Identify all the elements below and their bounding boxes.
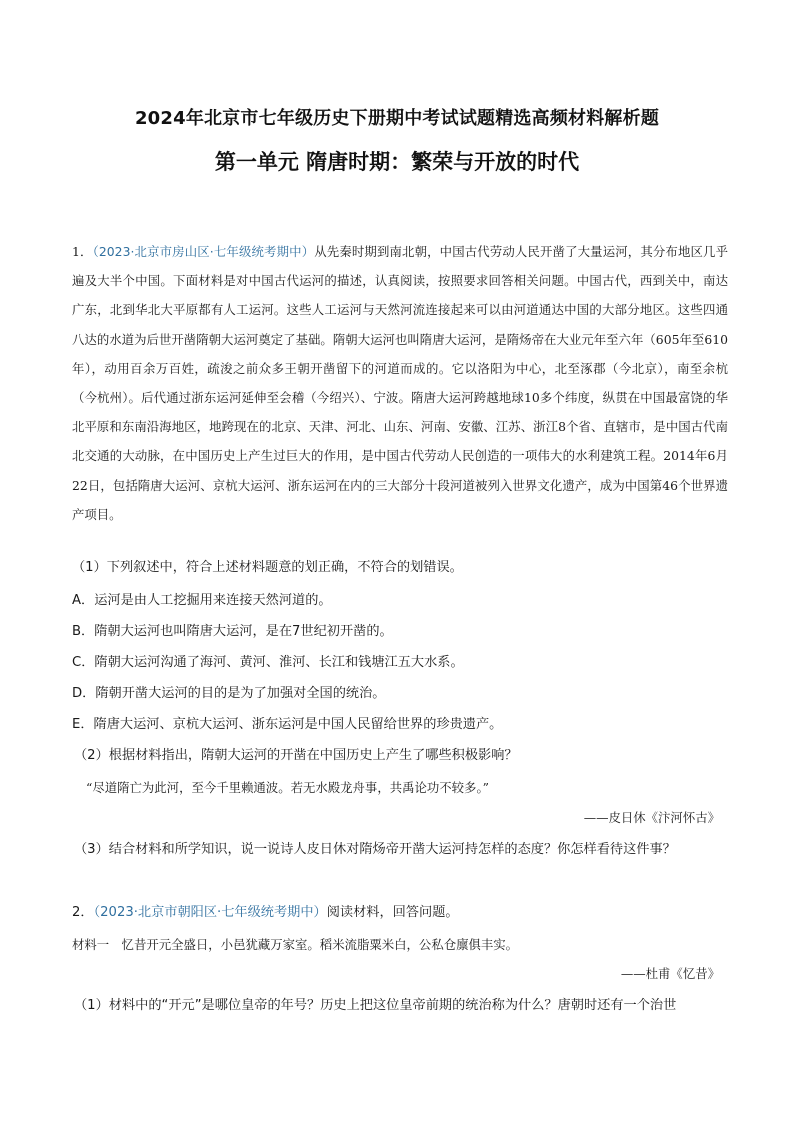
question-2-header <box>72 903 732 923</box>
option-c: C．隋朝大运河沟通了海河、黄河、淮河、长江和钱塘江五大水系。 <box>72 655 464 670</box>
material-text: 从先秦时期到南北朝，中国古代劳动人民开凿了大量运河，其分布地区几乎遍及大半个中国。下面材料是对中国古代运河的描述，认真阅读，按照要求回答相关问题。中国古代，西到关中，南达广东，北到华北大平原都有人工运河。这些人工运河与天然河流连接起来可以由河道通达中国的大部分地区。这些四通八达的水道为后世开凿隋朝大运河奠定了基础。隋朝大运河也叫隋唐大运河，是隋炀帝在大业元年至六年（605年至610年），动用百余万百姓，疏浚之前众多王朝开凿留下的河道而成的。它以洛阳为中心，北至涿郡（今北京），南至余杭（今杭州）。后代通过浙东运河延伸至会稽（今绍兴）、宁波。隋唐大运河跨越地球10多个纬度，纵贯在中国最富饶的华北平原和东南沿海地区，地跨现在的北京、天津、河北、山东、河南、安徽、江苏、浙江8个省、直辖市，是中国古代南北交通的大动脉，在中国历史上产生过巨大的作用，是中国古代劳动人民创造的一项伟大的水利建筑工程。2014年6月22日，包括隋唐大运河、京杭大运河、浙东运河在内的三大部分十段河道被列入世界文化遗产，成为中国第46个世界遗产项目。 <box>72 244 728 522</box>
unit-title: 第一单元 隋唐时期：繁荣与开放的时代 <box>214 150 580 174</box>
material-one: 材料一 忆昔开元全盛日，小邑犹藏万家室。稻米流脂粟米白，公私仓廪俱丰实。 <box>72 937 519 952</box>
poem-author: ——皮日休《汴河怀古》 <box>583 810 720 825</box>
question-1-material <box>72 237 728 529</box>
option-d: D．隋朝开凿大运河的目的是为了加强对全国的统治。 <box>72 686 386 701</box>
q2-sub-question-1: （1）材料中的“开元”是哪位皇帝的年号？历史上把这位皇帝前期的统治称为什么？唐朝时还有一个治世 <box>74 998 677 1013</box>
sub-question-1: （1）下列叙述中，符合上述材料题意的划正确，不符合的划错误。 <box>72 560 463 575</box>
question-number: 2． <box>72 905 94 920</box>
option-b: B．隋朝大运河也叫隋唐大运河，是在7世纪初开凿的。 <box>72 624 393 639</box>
option-e: E．隋唐大运河、京杭大运河、浙东运河是中国人民留给世界的珍贵遗产。 <box>72 717 503 732</box>
question-source: （2023·北京市朝阳区·七年级统考期中） <box>93 905 327 920</box>
sub-question-2: （2）根据材料指出，隋朝大运河的开凿在中国历史上产生了哪些积极影响？ <box>74 748 518 763</box>
question-intro: 阅读材料，回答问题。 <box>326 905 459 920</box>
poem-quote: “尽道隋亡为此河，至今千里赖通波。若无水殿龙舟事，共禹论功不较多。” <box>86 780 489 795</box>
option-a: A．运河是由人工挖掘用来连接天然河道的。 <box>72 593 332 608</box>
question-source: （2023·北京市房山区·七年级统考期中） <box>92 244 315 259</box>
question-number: 1． <box>72 244 93 259</box>
material-one-author: ——杜甫《忆昔》 <box>620 966 720 981</box>
sub-question-3: （3）结合材料和所学知识，说一说诗人皮日休对隋炀帝开凿大运河持怎样的态度？你怎样看待这件事？ <box>74 842 676 857</box>
document-title: 2024年北京市七年级历史下册期中考试试题精选高频材料解析题 <box>134 108 660 129</box>
